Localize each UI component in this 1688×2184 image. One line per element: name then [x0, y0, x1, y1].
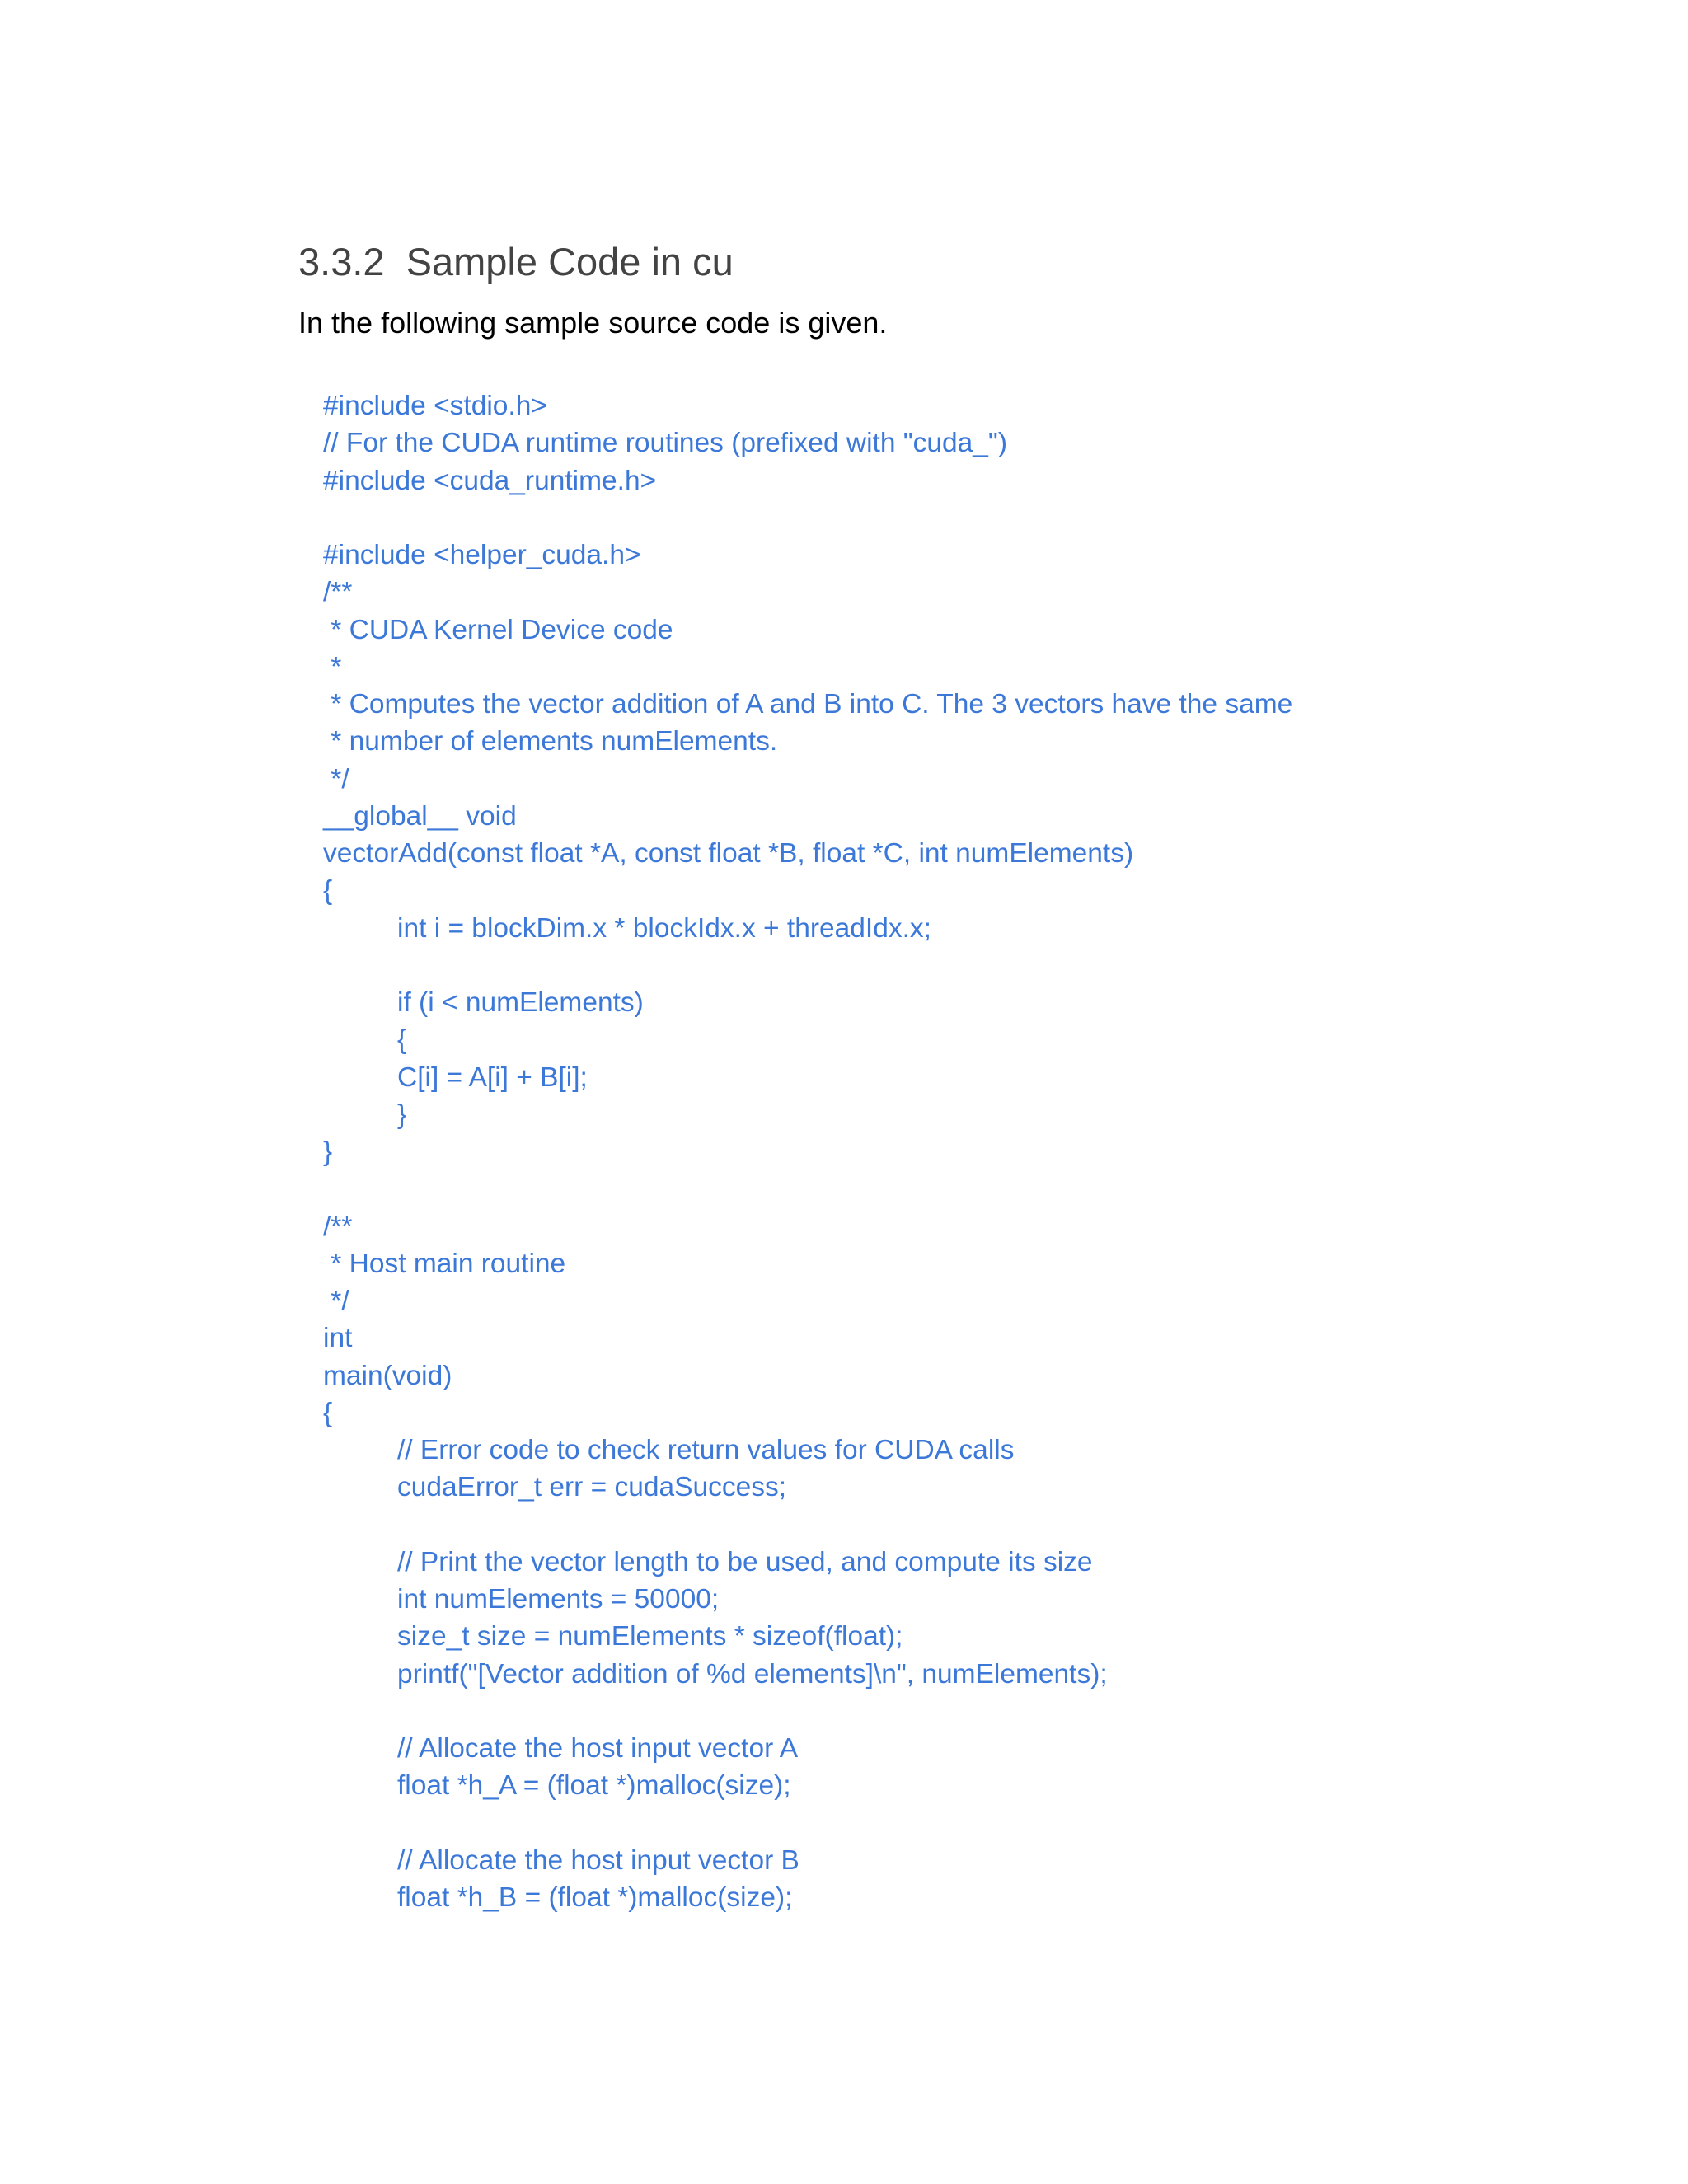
- code-line: #include <stdio.h>: [323, 391, 547, 421]
- code-line: int: [323, 1323, 353, 1354]
- code-line: [323, 1170, 1353, 1207]
- code-line: // Allocate the host input vector A: [397, 1733, 799, 1764]
- intro-paragraph: In the following sample source code is given.: [298, 306, 888, 340]
- code-line: int numElements = 50000;: [397, 1584, 720, 1615]
- code-line: }: [323, 1137, 333, 1167]
- code-line: float *h_B = (float *)malloc(size);: [397, 1882, 793, 1913]
- code-line: if (i < numElements): [397, 987, 644, 1018]
- code-line: [323, 947, 1353, 984]
- code-line: }: [397, 1099, 407, 1130]
- code-line: */: [323, 1286, 349, 1316]
- code-line: [323, 1693, 1353, 1730]
- code-line: printf("[Vector addition of %d elements]\n", numElements);: [397, 1658, 1108, 1690]
- code-line: */: [323, 763, 349, 794]
- code-line: vectorAdd(const float *A, const float *B, float *C, int numElements): [323, 838, 1134, 869]
- code-line: {: [397, 1024, 407, 1056]
- code-line: size_t size = numElements * sizeof(float);: [397, 1621, 903, 1652]
- code-line: // Error code to check return values for CUDA calls: [397, 1435, 1015, 1465]
- section-title: 3.3.2 Sample Code in cu: [298, 240, 734, 284]
- code-line: float *h_A = (float *)malloc(size);: [397, 1770, 791, 1802]
- code-block: [323, 387, 1353, 1916]
- code-line: #include <helper_cuda.h>: [323, 540, 641, 570]
- code-line: // For the CUDA runtime routines (prefixed with "cuda_"): [323, 428, 1007, 459]
- code-line: *: [323, 651, 342, 682]
- code-line: * number of elements numElements.: [323, 726, 778, 757]
- code-line: C[i] = A[i] + B[i];: [397, 1062, 588, 1093]
- code-line: [323, 1507, 1353, 1544]
- code-line: * Host main routine: [323, 1248, 566, 1279]
- code-line: /**: [323, 577, 353, 608]
- code-line: [323, 1805, 1353, 1842]
- code-line: cudaError_t err = cudaSuccess;: [397, 1472, 787, 1503]
- code-line: // Print the vector length to be used, and compute its size: [397, 1546, 1093, 1577]
- code-line: * CUDA Kernel Device code: [323, 614, 673, 645]
- code-line: * Computes the vector addition of A and B into C. The 3 vectors have the same: [323, 689, 1293, 719]
- code-line: // Allocate the host input vector B: [397, 1844, 799, 1876]
- code-line: /**: [323, 1211, 353, 1242]
- code-line: #include <cuda_runtime.h>: [323, 465, 657, 496]
- code-line: int i = blockDim.x * blockIdx.x + threadIdx.x;: [397, 912, 931, 944]
- code-line: main(void): [323, 1360, 452, 1391]
- code-line: {: [323, 875, 333, 907]
- code-line: __global__ void: [323, 800, 517, 832]
- code-line: [323, 499, 1353, 537]
- code-line: {: [323, 1397, 333, 1428]
